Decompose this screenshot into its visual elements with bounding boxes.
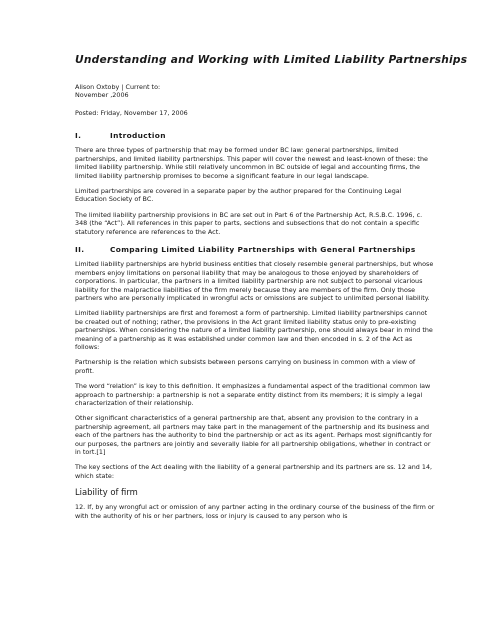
section-heading-introduction — [75, 131, 435, 140]
paragraph: The limited liability partnership provisions in BC are set out in Part 6 of the Partnership Act, R.S.B.C. 1996, c. 348 (the “Act”). All references in this paper to parts, sections and subsections that do not contain a specific statutory reference are references to the Act. — [75, 210, 423, 236]
paragraph: The key sections of the Act dealing with the liability of a general partnership and its partners are ss. 12 and 14, which state: — [75, 463, 433, 480]
paragraph: The word “relation” is key to this definition. It emphasizes a fundamental aspect of the traditional common law approach to partnership: a partnership is not a separate entity distinct from its members; it is simply a legal characterization of their relationship. — [75, 382, 431, 407]
posted-line: Posted: Friday, November 17, 2006 — [75, 108, 188, 117]
document-title: Understanding and Working with Limited Liability Partnerships — [75, 54, 468, 66]
subsection-heading: Liability of firm — [75, 487, 138, 498]
paragraph: Limited liability partnerships are first and foremost a form of partnership. Limited liability partnerships cannot be created out of nothing; rather, the provisions in the Act grant limited liability status only to pre-existing partnerships. When considering the nature of a limited liability partnership, one should always bear in mind the meaning of a partnership as it was established under common law and then encoded in s. 2 of the Act as follows: — [75, 309, 433, 351]
paragraph: Limited liability partnerships are hybrid business entities that closely resemble general partnerships, but whose members enjoy limitations on personal liability that may be analogous to those enjoyed by shareholders of corporations. In particular, the partners in a limited liability partnership are not subject to personal vicarious liability for the malpractice liabilities of the firm merely because they are members of the firm. Only those partners who are personally implicated in wrongful acts or omissions are subject to unlimited personal liability. — [75, 260, 434, 302]
paragraph: Limited partnerships are covered in a separate paper by the author prepared for the Continuing Legal Education Society of BC. — [75, 187, 402, 204]
paragraph: 12. If, by any wrongful act or omission of any partner acting in the ordinary course of the business of the firm or with the authority of his or her partners, loss or injury is caused to any person who is — [75, 503, 435, 520]
section-title: Introduction — [110, 131, 166, 141]
author-line: Alison Oxtoby | Current to: — [75, 83, 161, 91]
truncated-paragraph-wrapper — [75, 503, 435, 520]
section-heading-comparing — [75, 245, 435, 254]
section-number: I. — [75, 131, 82, 141]
section-title: Comparing Limited Liability Partnerships with General Partnerships — [110, 245, 416, 255]
section-number: II. — [75, 245, 85, 255]
date-line: November ,2006 — [75, 91, 129, 100]
paragraph: Partnership is the relation which subsists between persons carrying on business in common with a view of profit. — [75, 358, 416, 375]
paragraph: Other significant characteristics of a general partnership are that, absent any provision to the contrary in a partnership agreement, all partners may take part in the management of the partnership and its business and each of the partners has the authority to bind the partnership or act as its agent. Perhaps most significantly for our purposes, the partners are jointly and severally liable for all partnership obligations, whether in contract or in tort.[1] — [75, 414, 432, 456]
paragraph: There are three types of partnership that may be formed under BC law: general partnerships, limited partnerships, and limited liability partnerships. This paper will cover the newest and least-known of these: the limited liability partnership. While still relatively uncommon in BC outside of legal and accounting firms, the limited liability partnership promises to become a significant feature in our legal landscape. — [75, 146, 428, 180]
document-body — [75, 54, 468, 520]
